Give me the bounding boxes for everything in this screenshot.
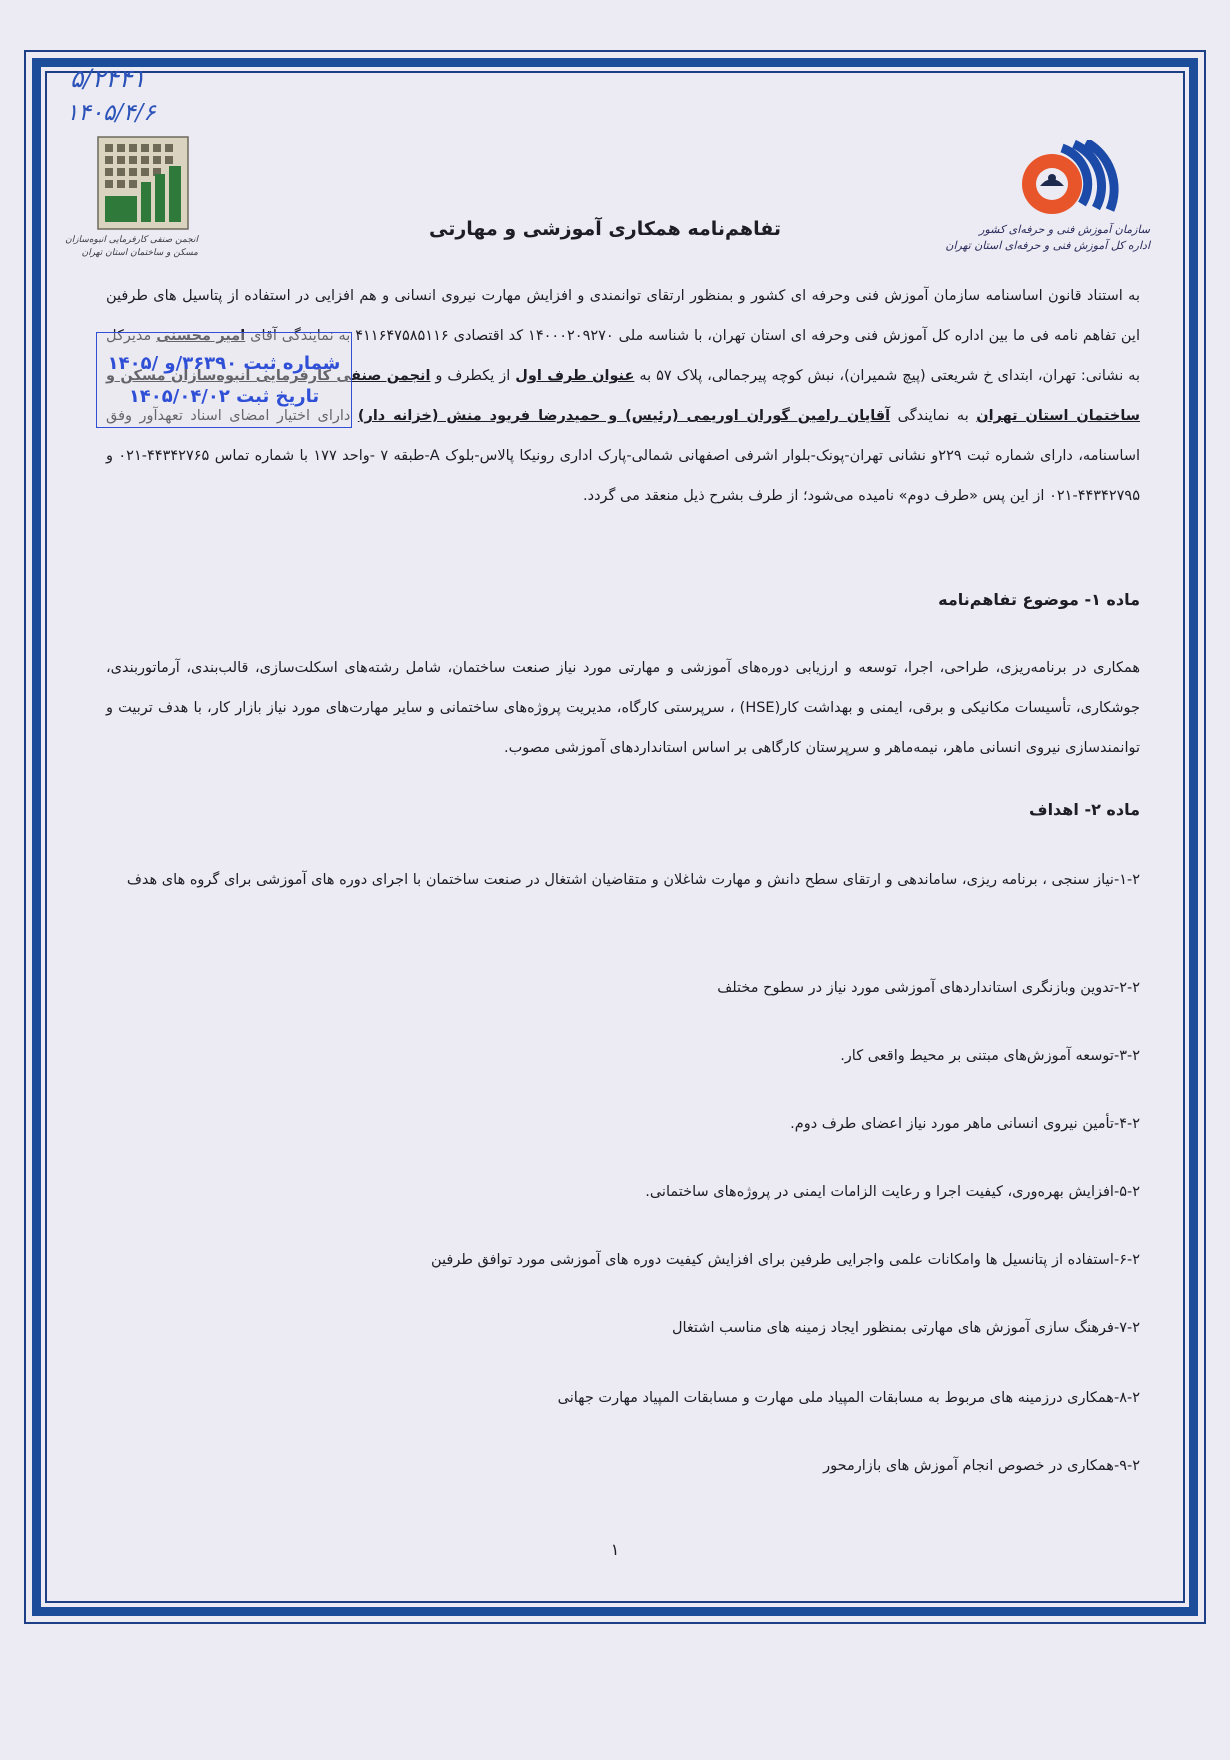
goal-item: ۸-۲-همکاری درزمینه های مربوط به مسابقات المپیاد ملی مهارت و مسابقات المپیاد مهارت جهانی	[557, 1390, 1140, 1406]
association-caption-1: انجمن صنفی کارفرمایی انبوه‌سازان	[65, 235, 198, 245]
goal-item: ۵-۲-افزایش بهره‌وری، کیفیت اجرا و رعایت الزامات ایمنی در پروژه‌های ساختمانی.	[645, 1184, 1140, 1200]
intro-text-3: از یکطرف و	[435, 368, 511, 384]
tvto-logo	[945, 140, 1150, 265]
goal-item: ۱-۲-نیاز سنجی ، برنامه ریزی، ساماندهی و ارتقای سطح دانش و مهارت شاغلان و متقاضیان اشتغال در صنعت ساختمان با اجرای دوره های آموزشی برای گروه های هدف	[126, 872, 1140, 888]
document-title: تفاهم‌نامه همکاری آموزشی و مهارتی	[428, 218, 782, 240]
intro-text-5: دارای اختیار امضای اسناد تعهدآور وفق اساسنامه، دارای شماره ثبت ۲۲۹و نشانی تهران-پونک-بلوار اشرفی اصفهانی شمالی-پارک اداری رونیکا پالاس-بلوک A-طبقه ۷ -واحد ۱۷۷ با شماره تماس ۴۴۳۴۲۷۶۵-۰۲۱ و ۴۴۳۴۲۷۹۵-۰۲۱ از این پس «طرف دوم» نامیده می‌شود؛ از طرف بشرح ذیل منعقد می گردد.	[106, 408, 1140, 504]
goal-item: ۴-۲-تأمین نیروی انسانی ماهر مورد نیاز اعضای طرف دوم.	[790, 1116, 1140, 1132]
association-caption-2: مسکن و ساختمان استان تهران	[81, 248, 198, 258]
party2-organization: انجمن صنفی کارفرمایی انبوه‌سازان مسکن و ساختمان استان تهران	[106, 368, 1141, 424]
goal-item: ۷-۲-فرهنگ سازی آموزش های مهارتی بمنظور ایجاد زمینه های مناسب اشتغال	[671, 1320, 1140, 1336]
handwritten-letter-number: ۵/۲۴۴۱	[70, 64, 146, 93]
tvto-caption-2: اداره کل آموزش فنی و حرفه‌ای استان تهران	[945, 239, 1150, 252]
goal-item: ۲-۲-تدوین وبازنگری استانداردهای آموزشی مورد نیاز در سطوح مختلف	[717, 980, 1140, 996]
tvto-emblem-icon	[1010, 140, 1120, 222]
goal-item: ۳-۲-توسعه آموزش‌های مبتنی بر محیط واقعی کار.	[840, 1048, 1140, 1064]
handwritten-letter-date: ۱۴۰۵/۴/۶	[66, 100, 156, 126]
association-logo	[65, 136, 198, 276]
tvto-caption-1: سازمان آموزش فنی و حرفه‌ای کشور	[979, 223, 1150, 236]
article1-heading: ماده ۱- موضوع تفاهم‌نامه	[938, 590, 1140, 609]
registration-stamp	[96, 332, 352, 428]
page-number: ۱	[610, 1540, 620, 1559]
goal-item: ۶-۲-استفاده از پتانسیل ها وامکانات علمی واجرایی طرفین برای افزایش کیفیت دوره های آموزشی مورد توافق طرفین	[430, 1252, 1140, 1268]
intro-text-2: مدیرکل به نشانی: تهران، ابتدای خ شریعتی (پیچ شمیران)، نبش کوچه پیرجمالی، پلاک ۵۷ به	[106, 328, 1141, 384]
party1-representative-name: امیر محسنی	[156, 328, 246, 344]
intro-text-1: به استناد قانون اساسنامه سازمان آموزش فنی وحرفه ای کشور و بمنظور ارتقای توانمندی و افزایش مهارت نیروی انسانی و هم افزایی در استفاده از پتاسیل های طرفین این تفاهم نامه فی ما بین اداره کل آموزش فنی وحرفه ای استان تهران، با شناسه ملی ۱۴۰۰۰۲۰۹۲۷۰ کد اقتصادی ۴۱۱۶۴۷۵۸۵۱۱۶ به نمایندگی آقای	[106, 288, 1140, 344]
article1-text: همکاری در برنامه‌ریزی، طراحی، اجرا، توسعه و ارزیابی دوره‌های آموزشی و مهارتی مورد نیاز صنعت ساختمان، شامل رشته‌های اسکلت‌سازی، قالب‌بندی، آرماتوربندی، جوشکاری، تأسیسات مکانیکی و برقی، ایمنی و بهداشت کار(HSE) ، سرپرستی کارگاه، مدیریت پروژه‌های ساختمانی و سایر مهارت‌های مورد نیاز بازار کار، با هدف تربیت و توانمندسازی نیروی انسانی ماهر، نیمه‌ماهر و سرپرستان کارگاهی بر اساس استانداردهای آموزشی مصوب.	[106, 660, 1140, 756]
registration-number: شماره ثبت ۳۶۳۹۰/و /۱۴۰۵	[107, 353, 341, 374]
goal-item: ۹-۲-همکاری در خصوص انجام آموزش های بازارمحور	[823, 1458, 1140, 1474]
intro-text-4: به نمایندگی	[897, 408, 969, 424]
article2-heading: ماده ۲- اهداف	[1028, 800, 1140, 819]
party2-representatives: آقایان رامین گوران اوریمی (رئیس) و حمیدرضا فریود منش (خزانه دار)	[357, 408, 891, 424]
registration-date: تاریخ ثبت ۱۴۰۵/۰۴/۰۲	[128, 386, 320, 407]
building-grid-icon	[97, 136, 189, 230]
party1-role: عنوان طرف اول	[515, 368, 635, 384]
